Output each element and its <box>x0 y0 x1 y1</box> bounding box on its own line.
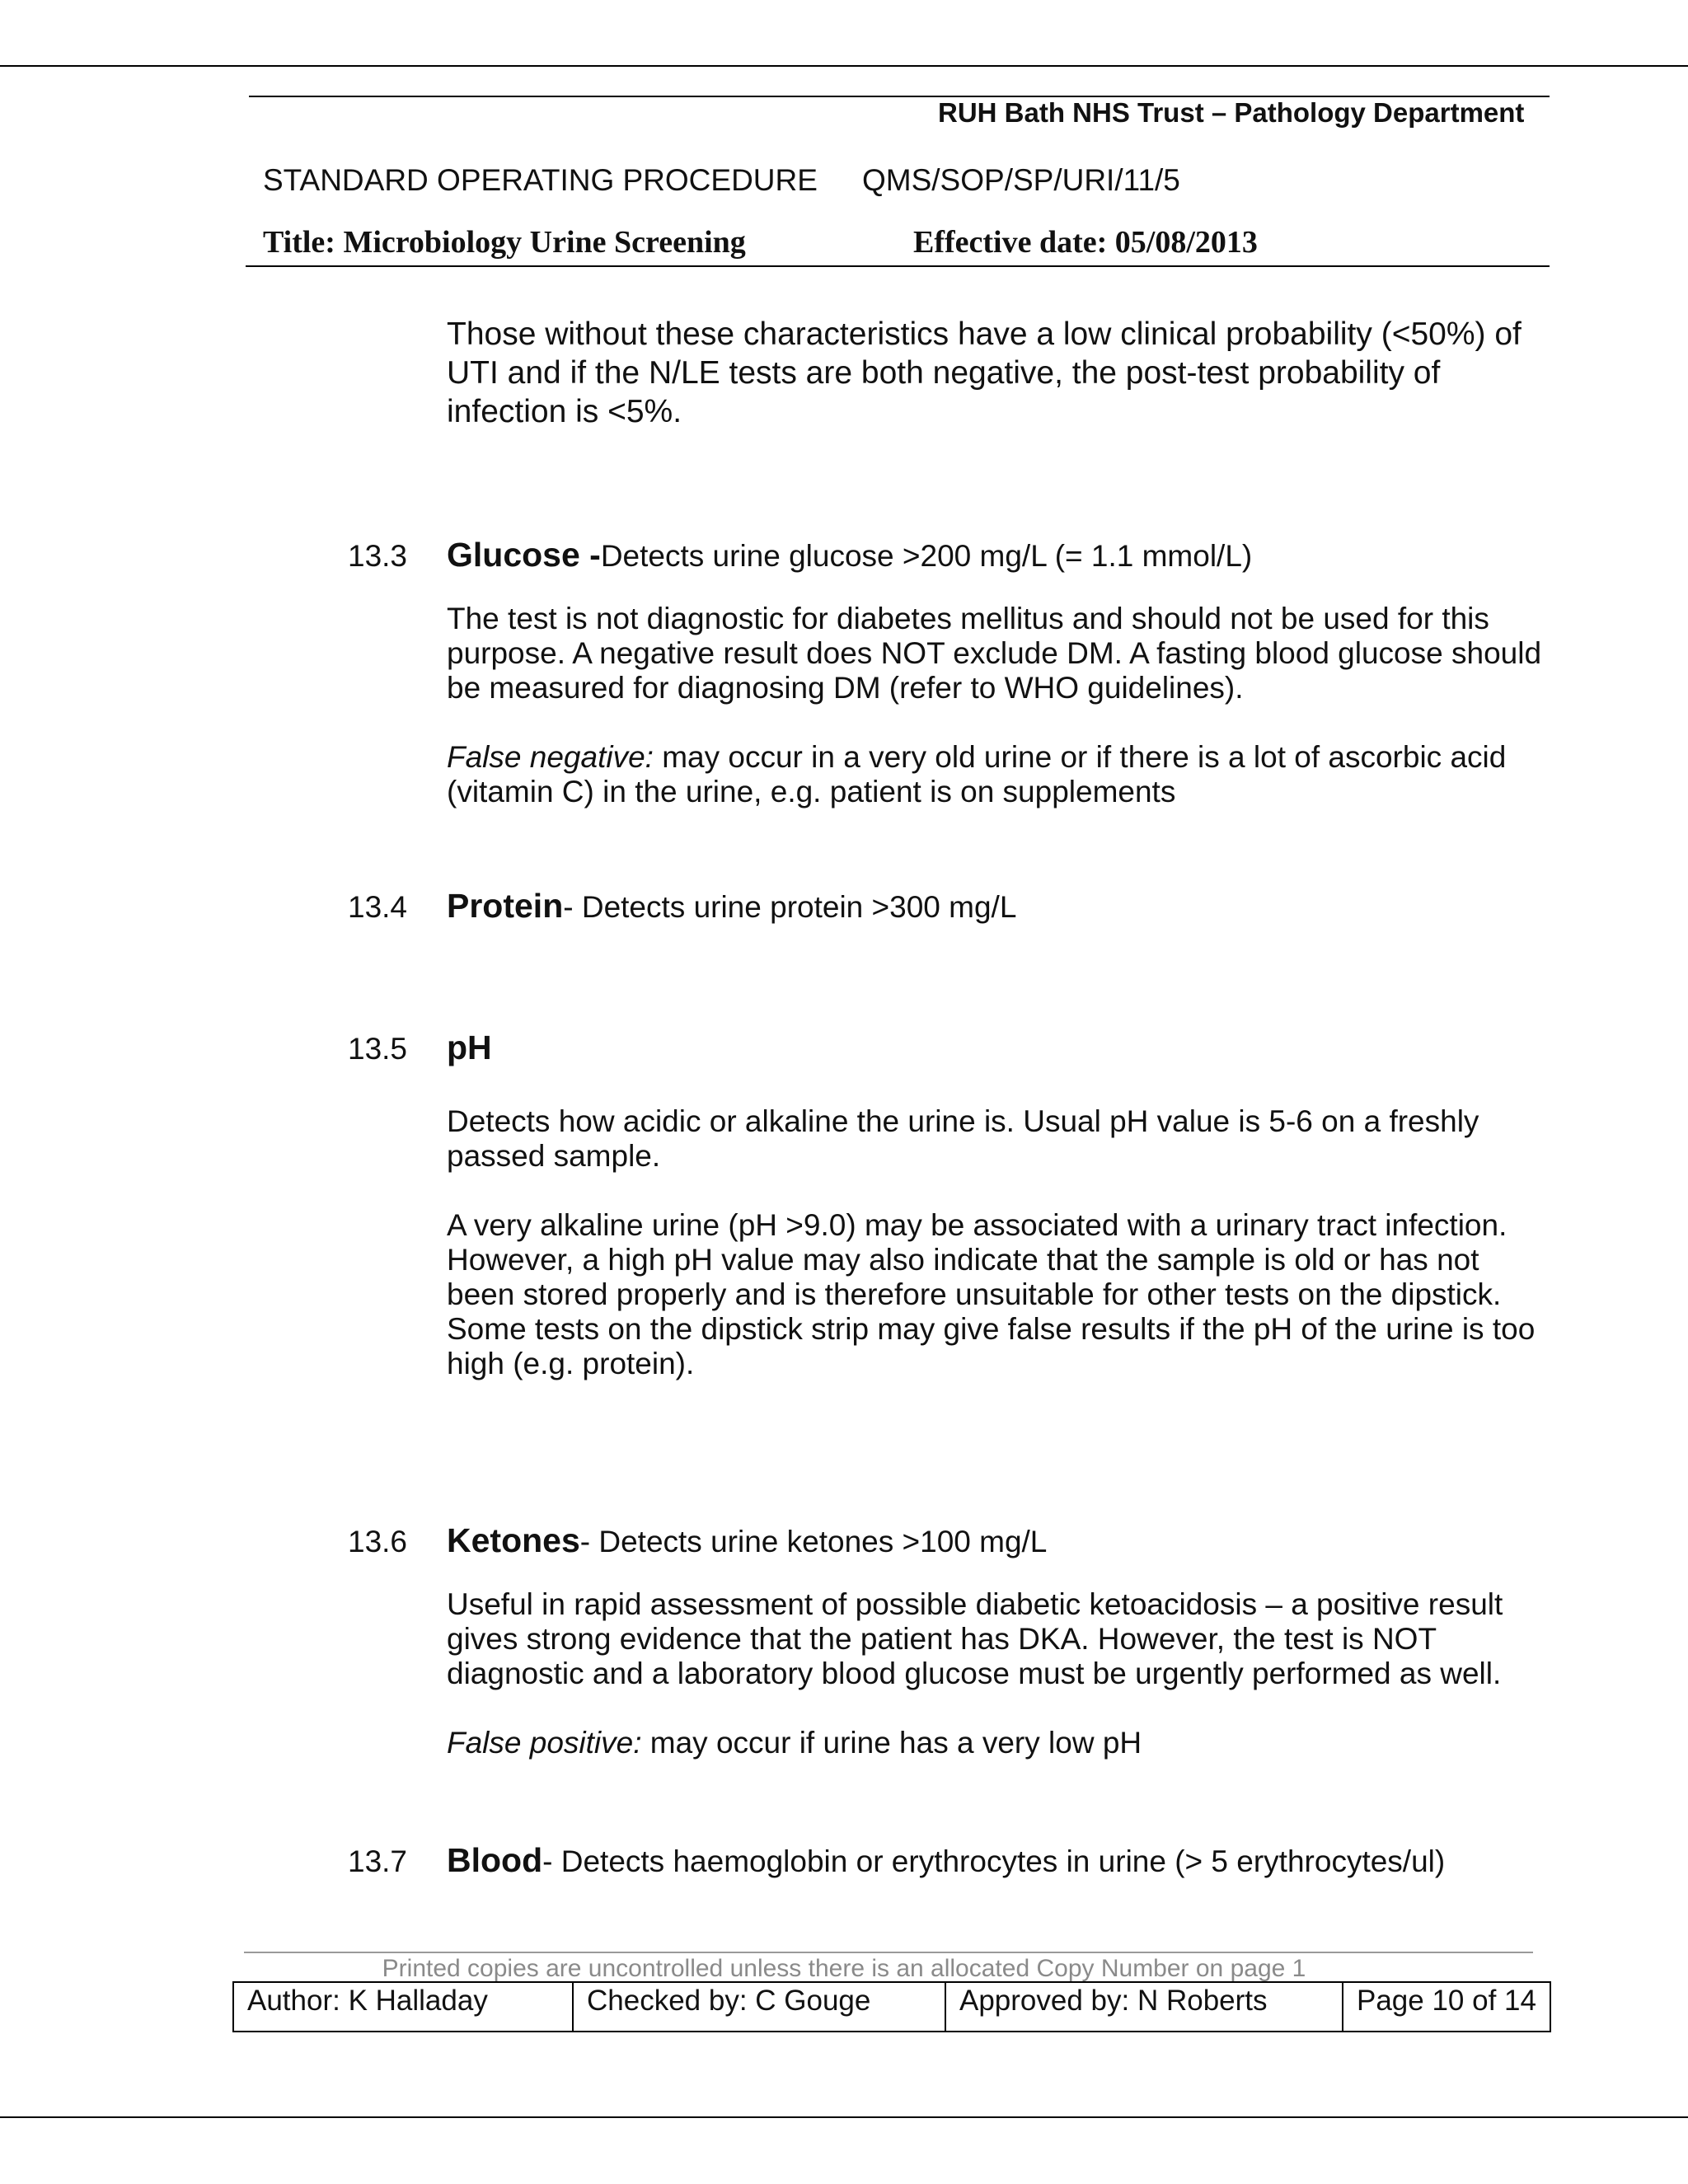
section-glucose <box>348 536 1568 809</box>
section-ph <box>348 1029 1568 1381</box>
paragraph: Useful in rapid assessment of possible diabetic ketoacidosis – a positive result gives strong evidence that the patient has DKA. However, the test is NOT diagnostic and a laboratory blood glucose must be urgently performed as well. <box>447 1587 1503 1690</box>
note-paragraph <box>447 1726 1551 1760</box>
header-bottom-rule <box>246 265 1550 267</box>
uncontrolled-copy-notice: Printed copies are uncontrolled unless there is an allocated Copy Number on page 1 <box>382 1955 1306 1982</box>
note-text: may occur in a very old urine or if there is a lot of ascorbic acid (vitamin C) in the urine, e.g. patient is on supplements <box>447 740 1507 808</box>
section-title: Protein <box>447 887 564 925</box>
organization-name: RUH Bath NHS Trust – Pathology Department <box>938 97 1525 128</box>
section-ketones <box>348 1521 1568 1760</box>
section-number: 13.6 <box>348 1525 408 1558</box>
approved-by-cell: Approved by: N Roberts <box>945 1982 1343 2032</box>
section-protein <box>348 887 1568 926</box>
checked-by-cell: Checked by: C Gouge <box>573 1982 945 2032</box>
section-description: - Detects haemoglobin or erythrocytes in urine (> 5 erythrocytes/ul) <box>542 1844 1446 1878</box>
section-blood <box>348 1841 1568 1880</box>
note-label: False negative: <box>447 740 654 774</box>
section-title: Glucose - <box>447 536 601 574</box>
section-number: 13.4 <box>348 890 408 924</box>
section-heading <box>348 1521 1568 1560</box>
section-title: pH <box>447 1029 492 1066</box>
page-top-rule <box>0 65 1688 67</box>
paragraph: Detects how acidic or alkaline the urine is. Usual pH value is 5-6 on a freshly passed sample. <box>447 1104 1479 1173</box>
note-label: False positive: <box>447 1726 642 1760</box>
section-number: 13.3 <box>348 539 408 573</box>
footer-top-rule <box>244 1952 1533 1953</box>
section-description: - Detects urine protein >300 mg/L <box>563 890 1017 924</box>
footer-signoff-table <box>232 1981 1551 2032</box>
section-description: - Detects urine ketones >100 mg/L <box>579 1525 1048 1558</box>
note-paragraph <box>447 740 1551 809</box>
effective-date: Effective date: 05/08/2013 <box>913 225 1258 260</box>
page-bottom-rule <box>0 2116 1688 2118</box>
table-row <box>233 1982 1550 2032</box>
paragraph: A very alkaline urine (pH >9.0) may be associated with a urinary tract infection. However, a high pH value may also indicate that the sample is old or has not been stored properly and is therefore unsuitable for other tests on the dipstick. Some tests on the dipstick strip may give false results if the pH of the urine is too high (e.g. protein). <box>447 1208 1536 1380</box>
section-heading <box>348 536 1568 574</box>
section-heading <box>348 887 1568 926</box>
note-text: may occur if urine has a very low pH <box>641 1726 1142 1760</box>
paragraph: The test is not diagnostic for diabetes mellitus and should not be used for this purpose. A negative result does NOT exclude DM. A fasting blood glucose should be measured for diagnosing DM (refer to WHO guidelines). <box>447 602 1542 705</box>
section-number: 13.5 <box>348 1032 408 1066</box>
page-number-cell: Page 10 of 14 <box>1343 1982 1550 2032</box>
document-code: QMS/SOP/SP/URI/11/5 <box>862 163 1180 197</box>
section-description: Detects urine glucose >200 mg/L (= 1.1 mmol/L) <box>600 539 1253 573</box>
section-title: Blood <box>447 1841 543 1879</box>
document-type: STANDARD OPERATING PROCEDURE <box>263 163 818 197</box>
section-number: 13.7 <box>348 1844 408 1878</box>
section-title: Ketones <box>447 1521 580 1559</box>
author-cell: Author: K Halladay <box>233 1982 573 2032</box>
intro-paragraph: Those without these characteristics have a low clinical probability (<50%) of UTI and if the N/LE tests are both negative, the post-test probability of infection is <5%. <box>447 316 1522 429</box>
document-title: Title: Microbiology Urine Screening <box>263 225 746 260</box>
section-heading <box>348 1029 1568 1067</box>
section-heading <box>348 1841 1568 1880</box>
